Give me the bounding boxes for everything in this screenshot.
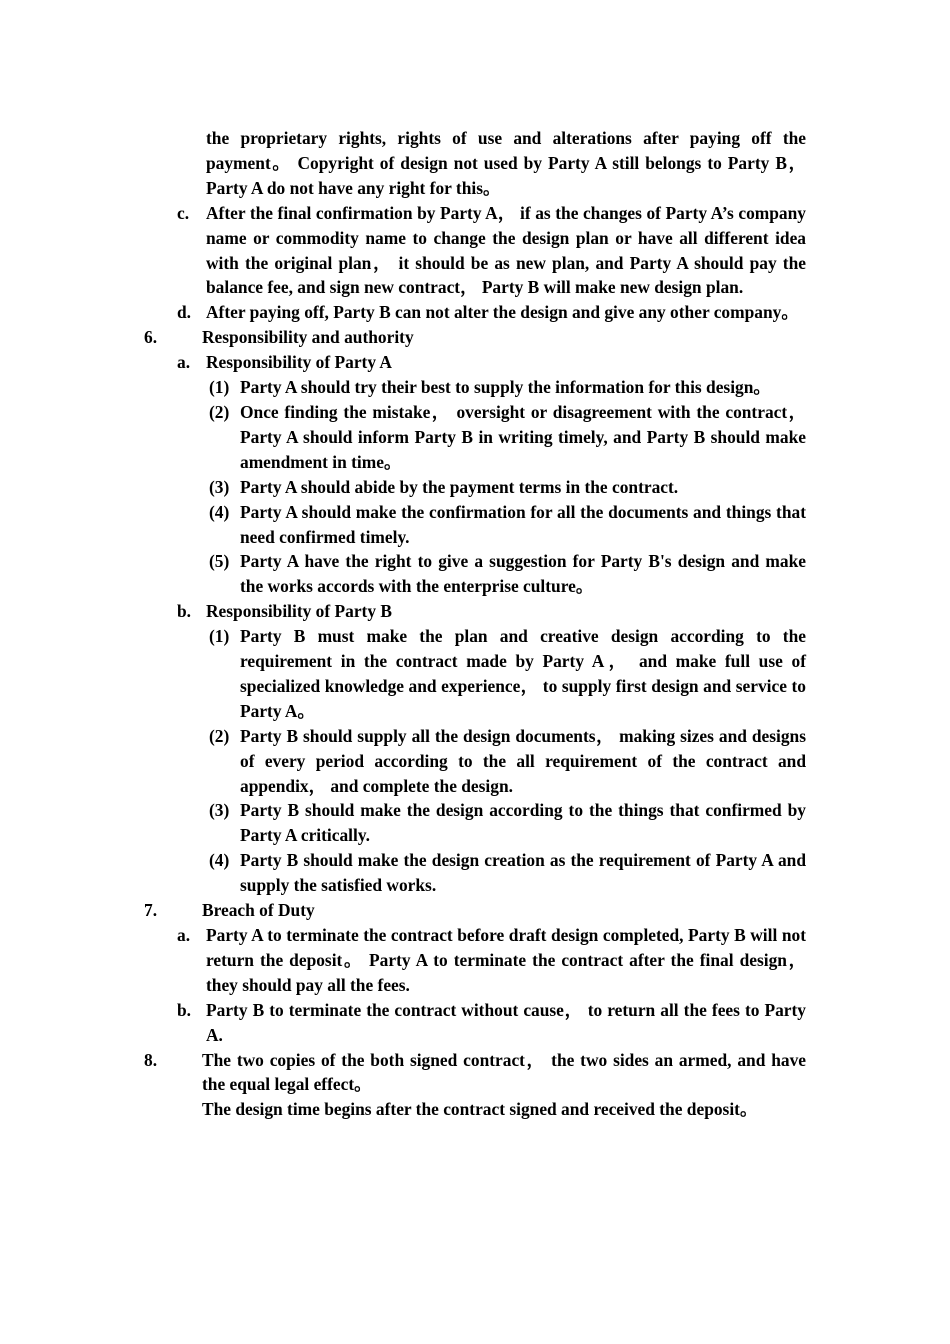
section-heading-6: [144, 325, 806, 350]
paragraph-text: Once finding the mistake， oversight or disagreement with the contract， Party A should inform Party B in writing timely, and Party B should make amendment in time。: [240, 401, 806, 472]
list-marker: (1): [209, 626, 230, 647]
list-item-a2: [209, 400, 806, 475]
list-marker: a.: [177, 352, 191, 373]
list-marker: d.: [177, 302, 192, 323]
paragraph-text: The two copies of the both signed contract， the two sides an armed, and have the equal legal effect。: [202, 1049, 806, 1095]
list-marker: c.: [177, 202, 190, 223]
section-8: [144, 1048, 806, 1098]
list-marker: (2): [209, 725, 230, 746]
list-marker: (3): [209, 800, 230, 821]
paragraph-text: the proprietary rights, rights of use and alterations after paying off the payment。 Copyright of design not used by Party A still belongs to Party B， Party A do not have any right for this。: [206, 128, 806, 198]
paragraph-text: After the final confirmation by Party A， if as the changes of Party A’s company name or commodity name to change the design plan or have all different idea with the original plan， it should be as new plan, and Party A should pay the balance fee, and sign new contract， Party B will make new design plan.: [206, 202, 806, 298]
continuation-paragraph: [206, 126, 806, 201]
section-heading-7: [144, 898, 806, 923]
subsection-title: Responsibility of Party B: [206, 601, 392, 622]
list-item-a1: [209, 375, 806, 400]
list-item-7b: [177, 998, 806, 1048]
subsection-title: Responsibility of Party A: [206, 352, 392, 373]
paragraph-text: The design time begins after the contract signed and received the deposit。: [202, 1099, 758, 1120]
list-marker: b.: [177, 999, 192, 1020]
section-number: 8.: [144, 1049, 158, 1070]
subsection-heading-a: [177, 350, 806, 375]
paragraph-text: Party B must make the plan and creative design according to the requirement in the contract made by Party A， and make full use of specialized knowledge and experience， to supply first design and service to Party A。: [240, 626, 806, 721]
list-item-c: [177, 201, 806, 301]
section-title: Breach of Duty: [202, 900, 315, 921]
list-marker: b.: [177, 601, 192, 622]
section-number: 7.: [144, 900, 158, 921]
section-number: 6.: [144, 327, 158, 348]
section-8-continuation: [202, 1097, 806, 1122]
list-item-a3: [209, 475, 806, 500]
list-item-b1: [209, 624, 806, 724]
subsection-heading-b: [177, 599, 806, 624]
paragraph-text: Party A should make the confirmation for all the documents and things that need confirmed timely.: [240, 501, 806, 547]
list-item-b2: [209, 724, 806, 799]
paragraph-text: Party B should supply all the design documents， making sizes and designs of every period according to the all requirement of the contract and appendix， and complete the design.: [240, 725, 806, 796]
list-marker: (2): [209, 401, 230, 422]
list-item-7a: [177, 923, 806, 998]
list-item-a4: [209, 500, 806, 550]
list-item-b3: [209, 798, 806, 848]
list-marker: a.: [177, 925, 191, 945]
paragraph-text: Party A have the right to give a suggestion for Party B's design and make the works accords with the enterprise culture。: [240, 551, 806, 597]
list-marker: (4): [209, 501, 230, 522]
section-title: Responsibility and authority: [202, 327, 414, 348]
paragraph-text: Party B should make the design according to the things that confirmed by Party A critically.: [240, 800, 806, 846]
paragraph-text: Party A should abide by the payment terms in the contract.: [240, 476, 679, 497]
list-marker: (3): [209, 476, 230, 497]
paragraph-text: Party A to terminate the contract before draft design completed, Party B will not return the deposit。 Party A to terminate the contract after the final design， they should pay all the fees.: [206, 925, 806, 995]
list-marker: (1): [209, 377, 230, 398]
list-item-a5: [209, 549, 806, 599]
list-item-b4: [209, 848, 806, 898]
list-marker: (5): [209, 551, 230, 572]
paragraph-text: Party A should try their best to supply the information for this design。: [240, 377, 771, 398]
list-item-d: [177, 300, 806, 325]
document-page: [0, 126, 950, 1122]
paragraph-text: After paying off, Party B can not alter the design and give any other company。: [206, 302, 799, 323]
paragraph-text: Party B should make the design creation as the requirement of Party A and supply the satisfied works.: [240, 850, 806, 896]
list-marker: (4): [209, 850, 230, 871]
paragraph-text: Party B to terminate the contract without cause， to return all the fees to Party A.: [206, 999, 806, 1045]
